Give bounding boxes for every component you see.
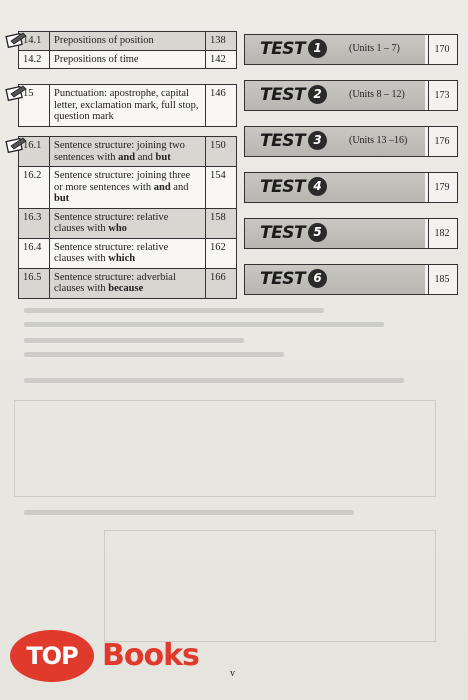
logo-top: TOP [10, 630, 94, 682]
test-page: 179 [428, 173, 455, 202]
toc-page: 154 [206, 167, 237, 209]
test-number-badge: 5 [308, 223, 327, 242]
test-number-badge: 1 [308, 39, 327, 58]
test-number-badge: 4 [308, 177, 327, 196]
toc-title-part: and [118, 151, 136, 163]
test-number-badge: 2 [308, 85, 327, 104]
test-page: 176 [428, 127, 455, 156]
toc-title-part: but [155, 151, 171, 163]
test-row [244, 218, 458, 249]
toc-number: 16.4 [19, 238, 50, 268]
toc-section-15 [18, 84, 237, 127]
toc-row [19, 32, 237, 51]
toc-number: 14.2 [19, 50, 50, 69]
test-label: TEST [260, 177, 306, 197]
toc-row [19, 50, 237, 69]
toc-title: Prepositions of time [50, 50, 206, 69]
topbooks-logo [10, 630, 220, 690]
test-label: TEST [260, 85, 306, 105]
toc-page: 138 [206, 32, 237, 51]
toc-page: 158 [206, 208, 237, 238]
test-label: TEST [260, 269, 306, 289]
toc-section-14 [18, 31, 237, 69]
toc-title: Prepositions of position [50, 32, 206, 51]
toc-title-part: Sentence structure: adverbial clauses with [54, 271, 176, 294]
toc-number: 14.1 [19, 32, 50, 51]
toc-page: 166 [206, 268, 237, 298]
toc-title [50, 137, 206, 167]
test-units: (Units 13 –16) [349, 135, 408, 146]
toc-row [19, 268, 237, 298]
test-row [244, 34, 458, 65]
test-page: 185 [428, 265, 455, 294]
toc-title: Punctuation: apostrophe, capital letter, exclamation mark, full stop, question mark [50, 85, 206, 127]
toc-row [19, 208, 237, 238]
test-units: (Units 8 – 12) [349, 89, 405, 100]
toc-page: 142 [206, 50, 237, 69]
test-label: TEST [260, 223, 306, 243]
toc-title-part: which [108, 253, 136, 264]
pencil-note-icon [5, 32, 27, 48]
logo-books: Books [102, 638, 199, 673]
test-units: (Units 1 – 7) [349, 43, 400, 54]
test-page: 173 [428, 81, 455, 110]
test-page: 170 [428, 35, 455, 64]
toc-title [50, 238, 206, 268]
toc-row [19, 238, 237, 268]
toc-title-part: Sentence structure: joining two sentences with [54, 140, 185, 163]
test-number-badge: 6 [308, 269, 327, 288]
test-row [244, 172, 458, 203]
toc-title-part: because [108, 283, 144, 294]
test-page: 182 [428, 219, 455, 248]
test-number-badge: 3 [308, 131, 327, 150]
toc-title [50, 268, 206, 298]
test-label: TEST [260, 39, 306, 59]
pencil-note-icon [5, 137, 27, 153]
toc-title-part: who [108, 223, 127, 234]
toc-title [50, 167, 206, 209]
toc-title-part: Sentence structure: joining three or more sentences with [54, 170, 191, 193]
toc-row [19, 137, 237, 167]
test-label: TEST [260, 131, 306, 151]
toc-row [19, 167, 237, 209]
toc-number: 15 [19, 85, 50, 127]
toc-number: 16.3 [19, 208, 50, 238]
toc-title-part: Sentence structure: relative clauses with [54, 241, 169, 264]
test-row [244, 80, 458, 111]
toc-page: 146 [206, 85, 237, 127]
toc-page: 150 [206, 137, 237, 167]
test-row [244, 126, 458, 157]
toc-title-part: but [54, 193, 70, 204]
test-row [244, 264, 458, 295]
page-number: v [230, 668, 235, 679]
toc-number: 16.1 [19, 137, 50, 167]
toc-row [19, 85, 237, 127]
toc-table [18, 84, 237, 127]
toc-title-part: and [153, 181, 171, 193]
show-through-background [14, 300, 454, 640]
toc-title-part: and [170, 181, 189, 193]
toc-table [18, 31, 237, 69]
toc-number: 16.2 [19, 167, 50, 209]
toc-title [50, 208, 206, 238]
toc-title-part: and [135, 151, 156, 163]
pencil-note-icon [5, 85, 27, 101]
toc-number: 16.5 [19, 268, 50, 298]
toc-page: 162 [206, 238, 237, 268]
toc-section-16 [18, 136, 237, 299]
toc-title-part: Sentence structure: relative clauses with [54, 211, 169, 234]
toc-table [18, 136, 237, 299]
